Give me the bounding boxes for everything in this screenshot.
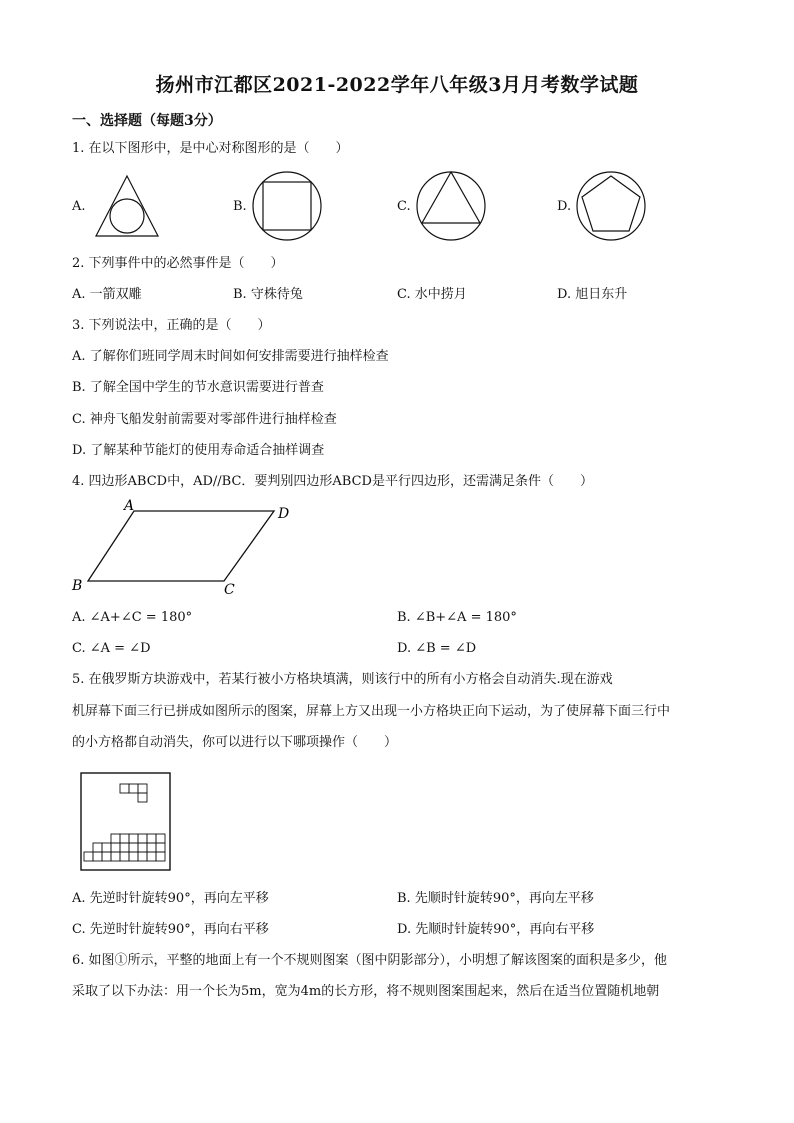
question-5-stem-line-1: 5. 在俄罗斯方块游戏中，若某行被小方格块填满，则该行中的所有小方格会自动消失.现在游戏 [72,672,613,687]
q3-option-c: C. 神舟飞船发射前需要对零部件进行抽样检查 [72,412,337,427]
q1-option-a-label: A. [72,199,86,214]
q2-option-c: C. 水中捞月 [397,287,467,302]
q4-option-c: C. ∠A = ∠D [72,641,151,656]
vertex-label-c: C [224,582,235,598]
q2-option-d: D. 旭日东升 [557,287,628,302]
filled-rows-icon [84,834,165,861]
triangle-with-inscribed-circle-icon [92,172,164,240]
section-heading: 一、选择题（每题3分） [72,113,222,129]
question-5-stem-line-3: 的小方格都自动消失，你可以进行以下哪项操作（ ） [72,735,398,750]
q3-option-b: B. 了解全国中学生的节水意识需要进行普查 [72,380,324,395]
q1-option-d-label: D. [557,199,572,214]
question-3-stem: 3. 下列说法中，正确的是（ ） [72,318,271,333]
vertex-label-d: D [278,506,290,522]
vertex-label-b: B [72,578,83,594]
q2-option-b: B. 守株待兔 [233,287,303,302]
parallelogram-abcd-figure [64,496,304,600]
q3-option-d: D. 了解某种节能灯的使用寿命适合抽样调查 [72,443,325,458]
question-4-stem: 4. 四边形ABCD中，AD//BC．要判别四边形ABCD是平行四边形，还需满足条件（ ） [72,474,593,489]
q5-option-b: B. 先顺时针旋转90°，再向左平移 [397,891,594,906]
circle-with-inscribed-triangle-icon [414,170,490,242]
falling-block-icon [120,784,147,802]
q5-option-d: D. 先顺时针旋转90°，再向右平移 [397,922,595,937]
question-6-stem-line-1: 6. 如图①所示，平整的地面上有一个不规则图案（图中阴影部分），小明想了解该图案的面积是多少，他 [72,953,668,968]
page-title: 扬州市江都区2021-2022学年八年级3月月考数学试题 [155,74,639,96]
question-6-stem-line-2: 采取了以下办法：用一个长为5m，宽为4m的长方形，将不规则图案围起来，然后在适当位置随机地朝 [72,984,660,999]
q3-option-a: A. 了解你们班同学周末时间如何安排需要进行抽样检查 [72,349,389,364]
question-5-stem-line-2: 机屏幕下面三行已拼成如图所示的图案，屏幕上方又出现一小方格块正向下运动，为了使屏幕下面三行中 [72,704,671,719]
circle-with-inscribed-pentagon-icon [574,170,650,242]
q5-option-c: C. 先逆时针旋转90°，再向右平移 [72,922,269,937]
q4-option-a: A. ∠A+∠C = 180° [72,610,193,625]
vertex-label-a: A [124,498,135,514]
q2-option-a: A. 一箭双雕 [72,287,142,302]
q1-option-b-label: B. [233,199,247,214]
q4-option-b: B. ∠B+∠A = 180° [397,610,517,625]
question-1-stem: 1. 在以下图形中，是中心对称图形的是（ ） [72,141,349,156]
circle-with-inscribed-square-icon [250,170,326,242]
tetris-screen-figure [80,772,172,872]
q5-option-a: A. 先逆时针旋转90°，再向左平移 [72,891,269,906]
question-2-stem: 2. 下列事件中的必然事件是（ ） [72,256,284,271]
q4-option-d: D. ∠B = ∠D [397,641,477,656]
q1-option-c-label: C. [397,199,411,214]
